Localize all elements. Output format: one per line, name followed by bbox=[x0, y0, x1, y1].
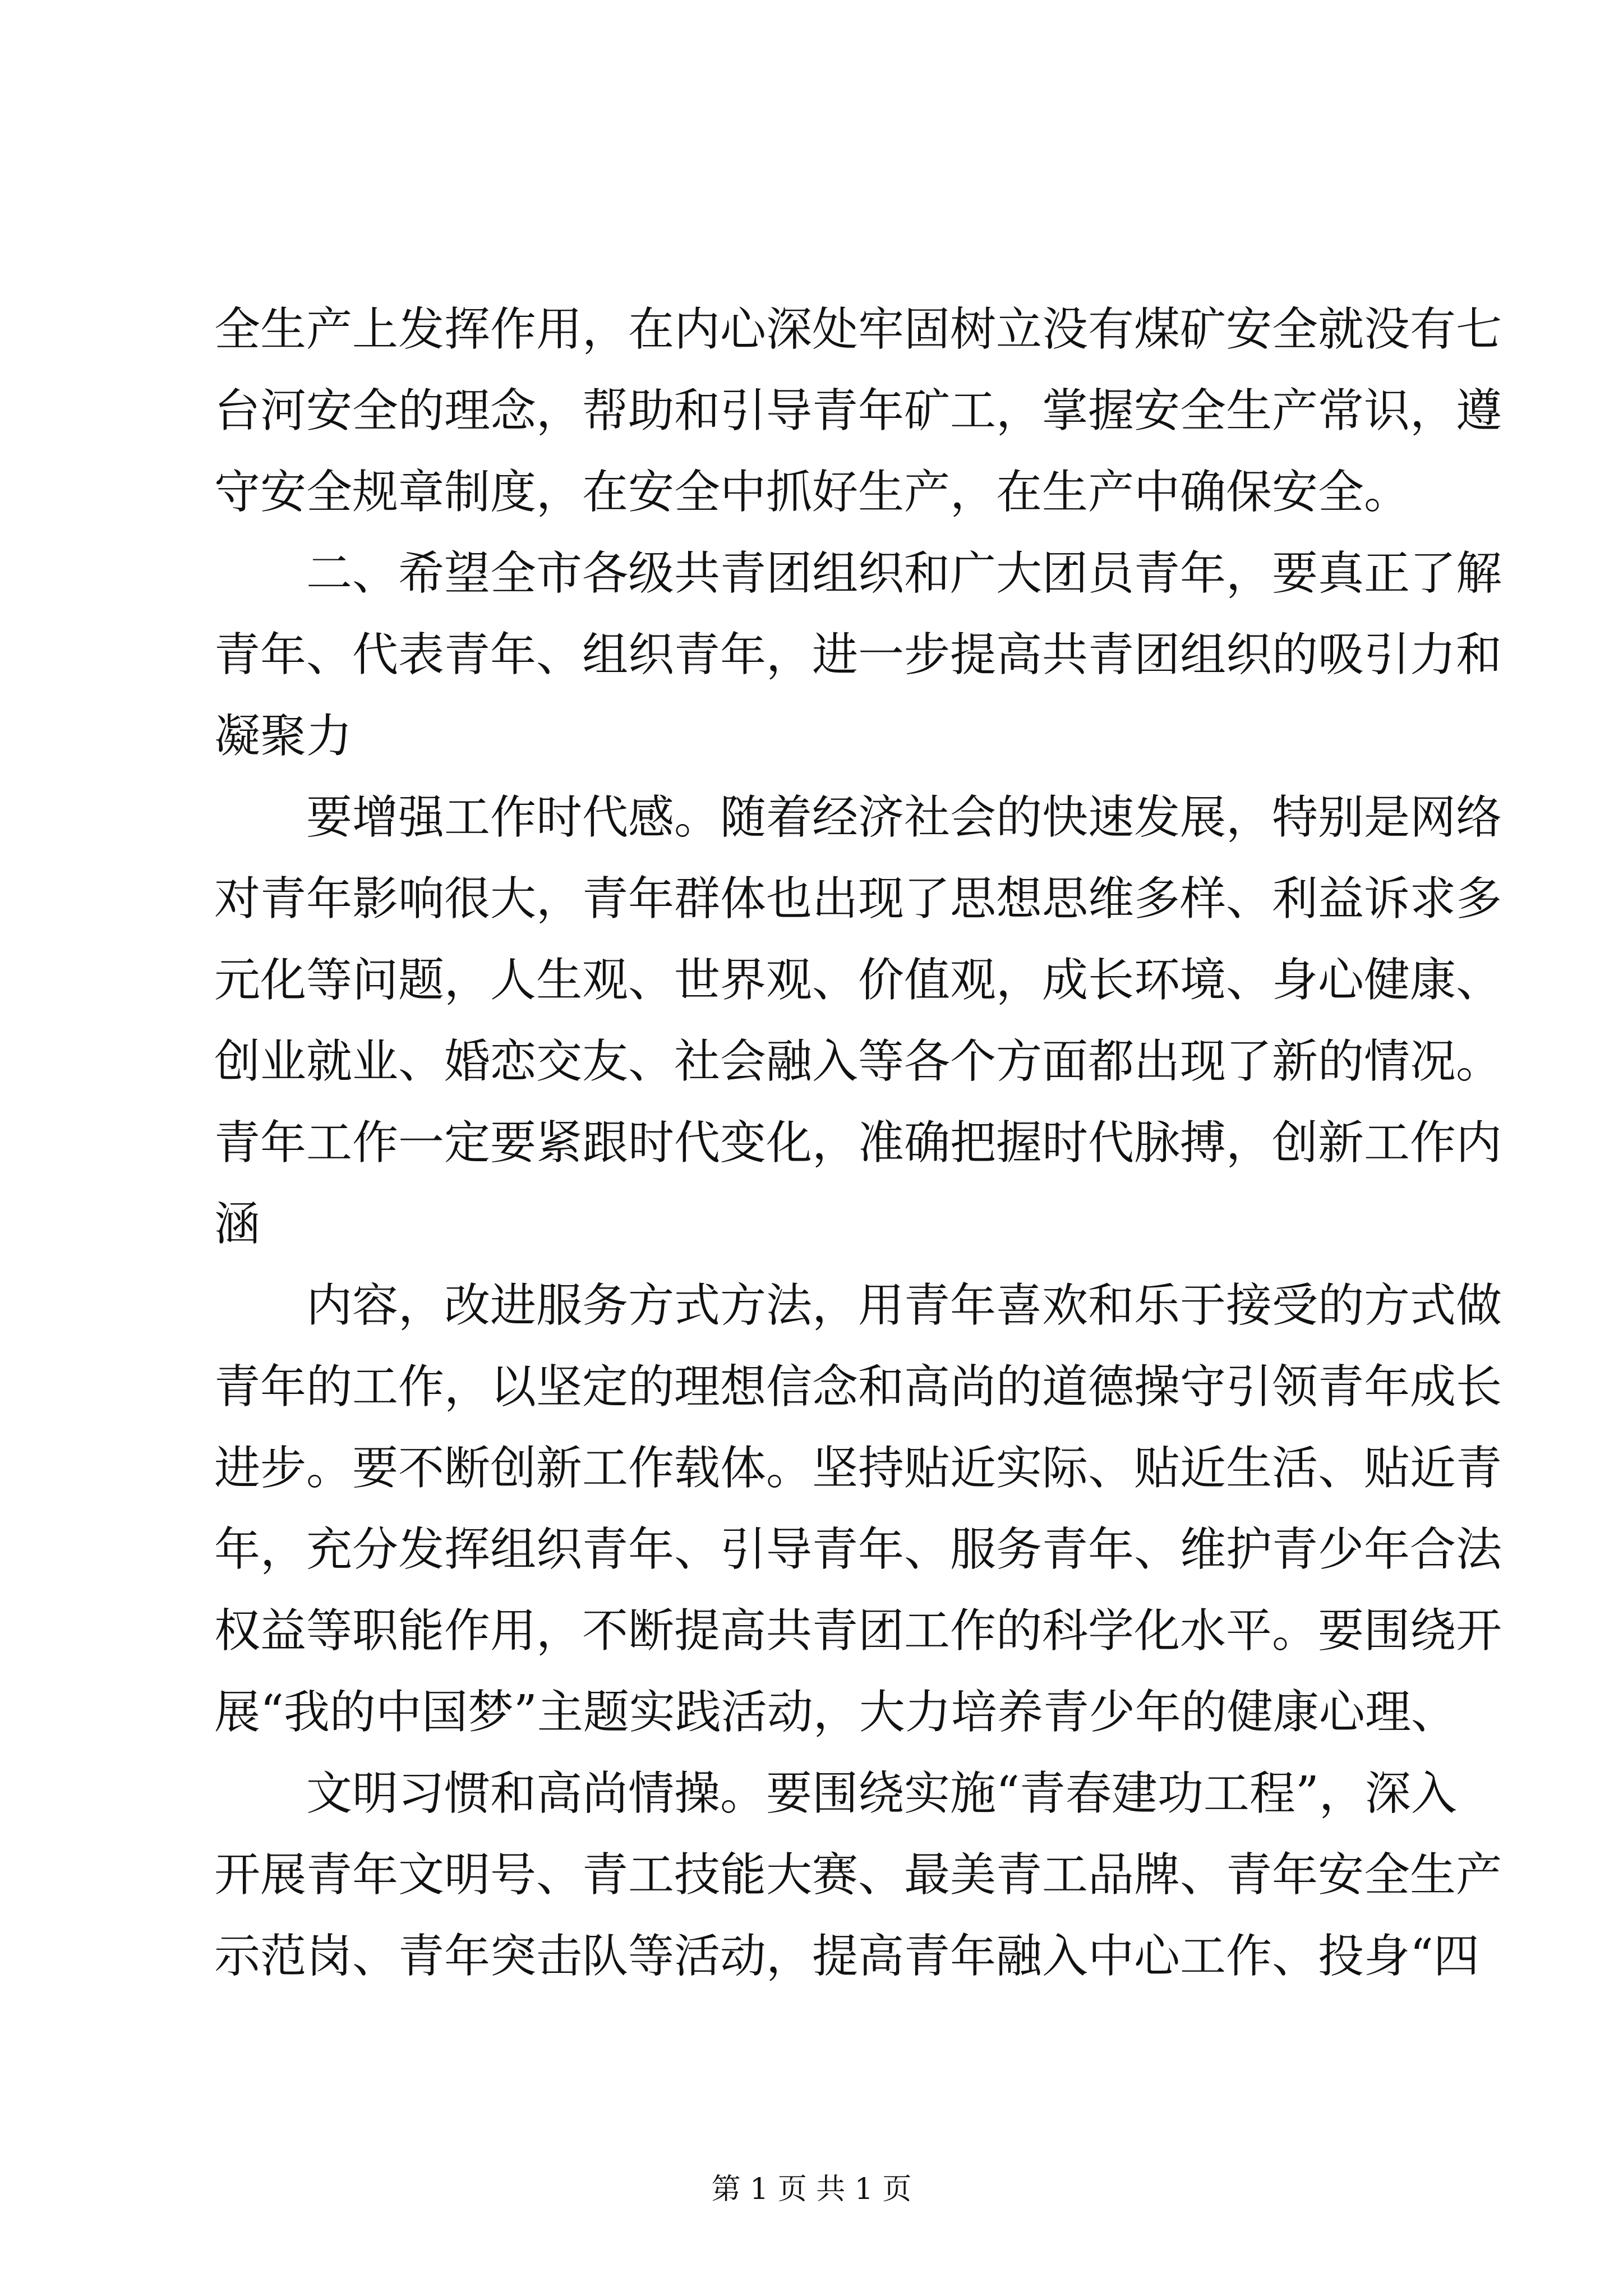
paragraph-2 bbox=[214, 533, 1502, 777]
text-line: 要增强工作时代感。随着经济社会的快速发展，特别是网络 bbox=[306, 791, 1502, 844]
text-line: 青年、代表青年、组织青年，进一步提高共青团组织的吸引力和 bbox=[214, 628, 1502, 682]
text-line: 涵 bbox=[214, 1198, 261, 1251]
text-line: 内容，改进服务方式方法，用青年喜欢和乐于接受的方式做 bbox=[306, 1279, 1502, 1332]
page-number-footer: 第 1 页 共 1 页 bbox=[711, 2173, 912, 2206]
text-line: 文明习惯和高尚情操。要围绕实施“青春建功工程”，深入 bbox=[306, 1767, 1457, 1820]
paragraph-4 bbox=[214, 1265, 1502, 1753]
text-line: 示范岗、青年突击队等活动，提高青年融入中心工作、投身“四 bbox=[214, 1930, 1479, 1983]
paragraph-3 bbox=[214, 777, 1502, 1265]
text-line: 对青年影响很大，青年群体也出现了思想思维多样、利益诉求多 bbox=[214, 872, 1502, 926]
text-line: 权益等职能作用，不断提高共青团工作的科学化水平。要围绕开 bbox=[214, 1604, 1502, 1658]
text-line: 全生产上发挥作用，在内心深处牢固树立没有煤矿安全就没有七 bbox=[214, 303, 1502, 356]
text-line: 台河安全的理念，帮助和引导青年矿工，掌握安全生产常识，遵 bbox=[214, 384, 1502, 438]
body-text bbox=[214, 289, 1502, 1997]
text-line: 二、希望全市各级共青团组织和广大团员青年，要真正了解 bbox=[306, 547, 1502, 600]
text-line: 守安全规章制度，在安全中抓好生产，在生产中确保安全。 bbox=[214, 466, 1410, 519]
paragraph-5 bbox=[214, 1753, 1502, 1997]
text-line: 年，充分发挥组织青年、引导青年、服务青年、维护青少年合法 bbox=[214, 1523, 1502, 1576]
text-line: 开展青年文明号、青工技能大赛、最美青工品牌、青年安全生产 bbox=[214, 1848, 1502, 1902]
text-line: 创业就业、婚恋交友、社会融入等各个方面都出现了新的情况。 bbox=[214, 1035, 1502, 1088]
text-line: 进步。要不断创新工作载体。坚持贴近实际、贴近生活、贴近青 bbox=[214, 1442, 1502, 1495]
paragraph-1 bbox=[214, 289, 1502, 533]
text-line: 青年的工作，以坚定的理想信念和高尚的道德操守引领青年成长 bbox=[214, 1360, 1502, 1414]
text-line: 凝聚力 bbox=[214, 710, 353, 763]
text-line: 青年工作一定要紧跟时代变化，准确把握时代脉搏，创新工作内 bbox=[214, 1116, 1502, 1170]
text-line: 展“我的中国梦”主题实践活动，大力培养青少年的健康心理、 bbox=[214, 1686, 1457, 1739]
text-line: 元化等问题，人生观、世界观、价值观，成长环境、身心健康、 bbox=[214, 954, 1502, 1007]
